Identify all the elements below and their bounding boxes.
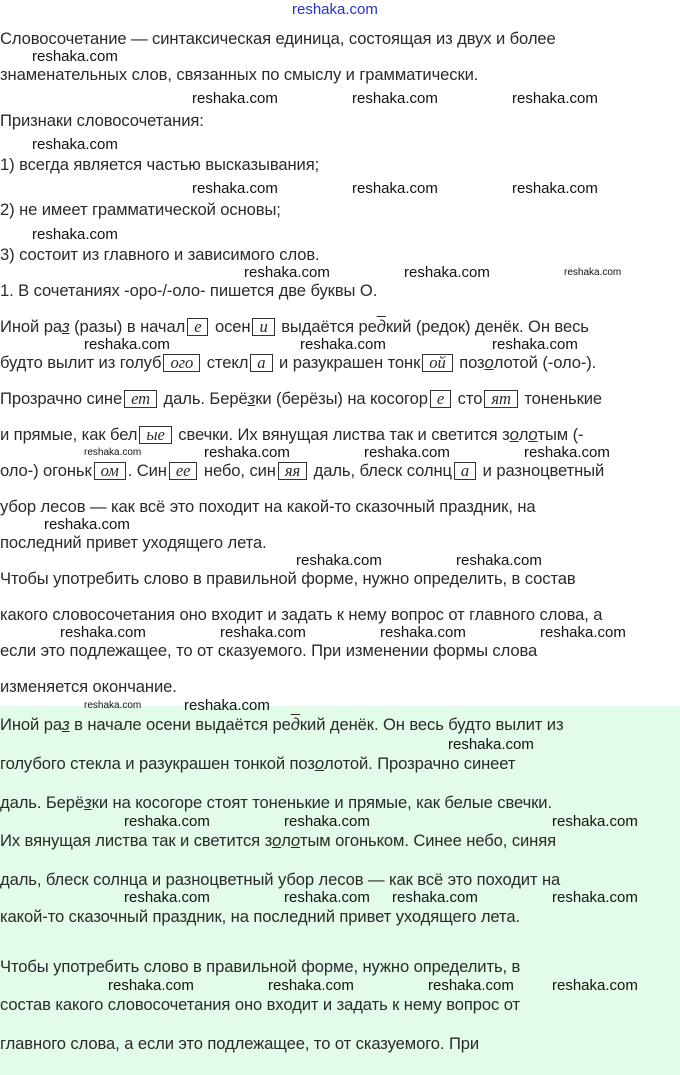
text-segment: тым огоньком. Синее небо, синяя — [299, 831, 557, 850]
text-segment: тым (- — [537, 425, 584, 444]
underlined-letter: з — [61, 317, 70, 336]
watermark-text: reshaka.com — [124, 889, 210, 906]
text-segment: состав какого словосочетания оно входит и задать к нему вопрос от — [0, 995, 520, 1014]
watermark-text: reshaka.com — [44, 516, 130, 533]
watermark-text: reshaka.com — [564, 267, 622, 278]
answer-box: а — [250, 354, 272, 372]
underlined-letter: з — [247, 389, 256, 408]
text-segment: л — [518, 425, 529, 444]
answer-box: ого — [163, 354, 200, 372]
text-segment: Иной ра — [0, 715, 62, 734]
marked-letter: д — [290, 715, 300, 734]
watermark-text: reshaka.com — [552, 977, 638, 994]
text-line — [0, 716, 563, 734]
text-segment: изменяется окончание. — [0, 677, 177, 696]
watermark-text: reshaka.com — [552, 889, 638, 906]
text-segment: лотой (-оло-). — [493, 353, 597, 372]
watermark-text: reshaka.com — [552, 813, 638, 830]
watermark-text: reshaka.com — [352, 90, 438, 107]
text-segment: (разы) в начал — [69, 317, 186, 336]
text-segment: даль, блеск солнц — [309, 461, 452, 480]
watermark-text: reshaka.com — [184, 697, 270, 714]
text-line — [0, 678, 177, 696]
text-line — [0, 282, 377, 300]
text-line — [0, 606, 602, 624]
watermark-text: reshaka.com — [492, 336, 578, 353]
watermark-text: reshaka.com — [268, 977, 354, 994]
answer-box: е — [430, 390, 451, 408]
text-segment: 1. В сочетаниях -оро-/-оло- пишется две буквы О. — [0, 281, 378, 300]
watermark-text: reshaka.com — [296, 552, 382, 569]
answer-box: ее — [169, 462, 198, 480]
text-segment: главного слова, а если это подлежащее, то от сказуемого. При — [0, 1034, 480, 1053]
watermark-text: reshaka.com — [32, 226, 118, 243]
underlined-letter: о — [290, 831, 300, 850]
text-segment: л — [281, 831, 291, 850]
text-segment: и прямые, как бел — [0, 425, 138, 444]
watermark-text: reshaka.com — [220, 624, 306, 641]
watermark-text: reshaka.com — [84, 700, 142, 711]
text-segment: . Син — [127, 461, 167, 480]
text-segment: стекл — [202, 353, 249, 372]
answer-box: е — [187, 318, 208, 336]
watermark-text: reshaka.com — [456, 552, 542, 569]
watermark-text: reshaka.com — [192, 90, 278, 107]
text-segment: ки (берёзы) на косогор — [255, 389, 428, 408]
watermark-text: reshaka.com — [540, 624, 626, 641]
answer-box: ой — [422, 354, 452, 372]
text-line — [0, 908, 520, 926]
text-line — [0, 112, 204, 130]
answer-box: ят — [484, 390, 518, 408]
watermark-text: reshaka.com — [448, 736, 534, 753]
text-segment: Словосочетание — синтаксическая единица, состоящая из двух и более — [0, 29, 556, 48]
text-segment: выдаётся ре — [276, 317, 377, 336]
text-line — [0, 426, 583, 444]
text-line — [0, 958, 520, 976]
watermark-text: reshaka.com — [524, 444, 610, 461]
underlined-letter: о — [314, 754, 325, 773]
watermark-text: reshaka.com — [392, 889, 478, 906]
text-segment: даль, блеск солнца и разноцветный убор лесов — как всё это походит на — [0, 870, 561, 889]
text-line — [0, 318, 589, 336]
text-segment: кий (редок) денёк. Он весь — [385, 317, 589, 336]
watermark-text: reshaka.com — [512, 90, 598, 107]
watermark-text: reshaka.com — [32, 48, 118, 65]
text-line — [0, 534, 267, 552]
watermark-text: reshaka.com — [32, 136, 118, 153]
watermark-text: reshaka.com — [352, 180, 438, 197]
marked-letter: д — [376, 317, 386, 336]
text-segment: голубого стекла и разукрашен тонкой поз — [0, 754, 315, 773]
text-segment: какой-то сказочный праздник, на последний привет уходящего лета. — [0, 907, 520, 926]
underlined-letter: о — [484, 353, 494, 372]
text-line — [0, 1035, 479, 1053]
watermark-text: reshaka.com — [300, 336, 386, 353]
text-segment: последний привет уходящего лета. — [0, 533, 267, 552]
text-line — [0, 996, 520, 1014]
text-segment: Их вянущая листва так и светится з — [0, 831, 273, 850]
text-segment: осен — [210, 317, 251, 336]
underlined-letter: о — [509, 425, 519, 444]
watermark-text: reshaka.com — [108, 977, 194, 994]
text-line — [0, 871, 560, 889]
watermark-text: reshaka.com — [60, 624, 146, 641]
text-line — [0, 354, 596, 372]
text-line — [0, 832, 556, 850]
text-segment: даль. Берё — [0, 793, 85, 812]
underlined-letter: з — [84, 793, 92, 812]
watermark-text: reshaka.com — [428, 977, 514, 994]
text-line — [0, 755, 515, 773]
text-line — [0, 66, 478, 84]
text-segment: будто вылит из голуб — [0, 353, 162, 372]
watermark-text: reshaka.com — [404, 264, 490, 281]
text-segment: свечки. Их вянущая листва так и светится з — [173, 425, 510, 444]
text-segment: 1) всегда является частью высказывания; — [0, 155, 320, 174]
text-line — [0, 794, 552, 812]
watermark-text: reshaka.com — [124, 813, 210, 830]
text-segment: ки на косогоре стоят тоненькие и прямые, как белые свечки. — [91, 793, 552, 812]
watermark-text: reshaka.com — [244, 264, 330, 281]
watermark-text: reshaka.com — [364, 444, 450, 461]
watermark-text: reshaka.com — [284, 813, 370, 830]
underlined-letter: о — [528, 425, 538, 444]
underlined-letter: з — [61, 715, 70, 734]
text-segment: поз — [454, 353, 485, 372]
text-line — [0, 156, 319, 174]
site-header-link[interactable]: reshaka.com — [292, 1, 378, 18]
text-segment: и разноцветный — [478, 461, 605, 480]
text-segment: 3) состоит из главного и зависимого слов. — [0, 245, 320, 264]
answer-box: ые — [139, 426, 171, 444]
text-segment: небо, син — [199, 461, 276, 480]
watermark-text: reshaka.com — [284, 889, 370, 906]
text-line — [0, 462, 604, 480]
answer-box: ом — [94, 462, 126, 480]
text-segment: тоненькие — [519, 389, 603, 408]
answer-box: ет — [124, 390, 157, 408]
text-segment: и разукрашен тонк — [274, 353, 421, 372]
text-segment: кий денёк. Он весь будто вылит из — [299, 715, 564, 734]
text-segment: Прозрачно сине — [0, 389, 123, 408]
text-segment: в начале осени выдаётся ре — [69, 715, 291, 734]
text-segment: Иной ра — [0, 317, 62, 336]
text-segment: оло-) огоньк — [0, 461, 92, 480]
answer-box: яя — [278, 462, 307, 480]
text-segment: знаменательных слов, связанных по смыслу и грамматически. — [0, 65, 479, 84]
text-line — [0, 30, 556, 48]
text-line — [0, 642, 537, 660]
answer-box: и — [252, 318, 274, 336]
text-line — [0, 390, 602, 408]
text-segment: даль. Берё — [159, 389, 248, 408]
underlined-letter: о — [272, 831, 282, 850]
watermark-text: reshaka.com — [204, 444, 290, 461]
text-line — [0, 201, 281, 219]
answer-box: а — [454, 462, 476, 480]
text-segment: если это подлежащее, то от сказуемого. При изменении формы слова — [0, 641, 538, 660]
watermark-text: reshaka.com — [380, 624, 466, 641]
text-segment: убор лесов — как всё это походит на какой-то сказочный праздник, на — [0, 497, 536, 516]
text-line — [0, 570, 576, 588]
text-segment: Чтобы употребить слово в правильной форме, нужно определить, в — [0, 957, 521, 976]
watermark-text: reshaka.com — [192, 180, 278, 197]
text-segment: 2) не имеет грамматической основы; — [0, 200, 281, 219]
text-segment: Чтобы употребить слово в правильной форме, нужно определить, в состав — [0, 569, 576, 588]
text-segment: сто — [453, 389, 483, 408]
text-segment: какого словосочетания оно входит и задать к нему вопрос от главного слова, а — [0, 605, 603, 624]
text-line — [0, 498, 536, 516]
text-segment: лотой. Прозрачно синеет — [324, 754, 516, 773]
text-segment: Признаки словосочетания: — [0, 111, 204, 130]
text-line — [0, 246, 320, 264]
watermark-text: reshaka.com — [84, 447, 142, 458]
watermark-text: reshaka.com — [512, 180, 598, 197]
watermark-text: reshaka.com — [84, 336, 170, 353]
